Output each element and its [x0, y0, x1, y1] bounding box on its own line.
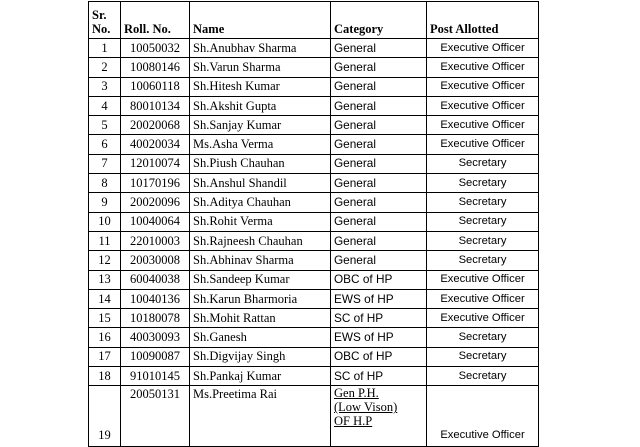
- roll-no-cell: 40020034: [121, 135, 190, 154]
- sr-no-cell: 19: [89, 386, 121, 447]
- name-cell: Sh.Akshit Gupta: [190, 96, 331, 115]
- roll-no-cell: 20050131: [121, 386, 190, 447]
- name-cell: Ms.Preetima Rai: [190, 386, 331, 447]
- table-row: [89, 58, 539, 77]
- category-line: Gen P.H.: [334, 386, 379, 401]
- roll-no-cell: 10170196: [121, 174, 190, 193]
- post-allotted-cell: Executive Officer: [427, 309, 539, 328]
- roll-no-cell: 10040064: [121, 212, 190, 231]
- post-allotted-cell: Secretary: [427, 347, 539, 366]
- roll-no-cell: 10060118: [121, 77, 190, 96]
- name-cell: Sh.Anubhav Sharma: [190, 39, 331, 58]
- category-cell: EWS of HP: [331, 328, 427, 347]
- table-row: [89, 231, 539, 250]
- header-post-allotted: Post Allotted: [427, 2, 539, 39]
- category-cell: General: [331, 174, 427, 193]
- post-allotted-cell: Secretary: [427, 174, 539, 193]
- category-cell: General: [331, 154, 427, 173]
- sr-no-cell: 12: [89, 251, 121, 270]
- sr-no-cell: 3: [89, 77, 121, 96]
- roll-no-cell: 10080146: [121, 58, 190, 77]
- name-cell: Sh.Mohit Rattan: [190, 309, 331, 328]
- table-row: [89, 251, 539, 270]
- category-line: (Low Vison): [334, 400, 398, 415]
- sr-no-cell: 8: [89, 174, 121, 193]
- category-line: OF H.P: [334, 414, 373, 429]
- sr-no-cell: 1: [89, 39, 121, 58]
- name-cell: Sh.Hitesh Kumar: [190, 77, 331, 96]
- post-allotted-cell: Secretary: [427, 251, 539, 270]
- header-category: Category: [331, 2, 427, 39]
- category-cell: SC of HP: [331, 367, 427, 386]
- category-cell: General: [331, 116, 427, 135]
- sr-no-cell: 5: [89, 116, 121, 135]
- header-sr-no: Sr. No.: [89, 2, 121, 39]
- name-cell: Sh.Rohit Verma: [190, 212, 331, 231]
- post-allotted-cell: Executive Officer: [427, 58, 539, 77]
- category-cell: General: [331, 251, 427, 270]
- roll-no-cell: 60040038: [121, 270, 190, 289]
- roll-no-cell: 10180078: [121, 309, 190, 328]
- sr-no-cell: 18: [89, 367, 121, 386]
- post-allotted-cell: Executive Officer: [427, 116, 539, 135]
- name-cell: Sh.Ganesh: [190, 328, 331, 347]
- table-row: [89, 289, 539, 308]
- table-row: [89, 270, 539, 289]
- category-cell: General: [331, 96, 427, 115]
- post-allotted-cell: Secretary: [427, 154, 539, 173]
- name-cell: Sh.Abhinav Sharma: [190, 251, 331, 270]
- sr-no-cell: 15: [89, 309, 121, 328]
- name-cell: Sh.Sandeep Kumar: [190, 270, 331, 289]
- table-row: [89, 96, 539, 115]
- name-cell: Sh.Piush Chauhan: [190, 154, 331, 173]
- post-allotted-cell: Executive Officer: [427, 77, 539, 96]
- table-row: [89, 212, 539, 231]
- sr-no-cell: 7: [89, 154, 121, 173]
- roll-no-cell: 20020096: [121, 193, 190, 212]
- category-cell: General: [331, 135, 427, 154]
- sr-no-cell: 9: [89, 193, 121, 212]
- name-cell: Sh.Anshul Shandil: [190, 174, 331, 193]
- post-allotted-cell: Secretary: [427, 231, 539, 250]
- sr-no-cell: 4: [89, 96, 121, 115]
- category-cell: General: [331, 58, 427, 77]
- table-row: [89, 39, 539, 58]
- category-cell: General: [331, 77, 427, 96]
- name-cell: Ms.Asha Verma: [190, 135, 331, 154]
- roll-no-cell: 10040136: [121, 289, 190, 308]
- table-row: [89, 347, 539, 366]
- post-allotted-cell: Executive Officer: [427, 135, 539, 154]
- name-cell: Sh.Karun Bharmoria: [190, 289, 331, 308]
- sr-no-cell: 16: [89, 328, 121, 347]
- roll-no-cell: 80010134: [121, 96, 190, 115]
- table-row: [89, 328, 539, 347]
- category-cell: OBC of HP: [331, 270, 427, 289]
- category-cell: EWS of HP: [331, 289, 427, 308]
- table-row: [89, 135, 539, 154]
- roll-no-cell: 20020068: [121, 116, 190, 135]
- name-cell: Sh.Digvijay Singh: [190, 347, 331, 366]
- name-cell: Sh.Varun Sharma: [190, 58, 331, 77]
- table-header-row: [89, 2, 539, 39]
- allotment-table: [88, 1, 539, 447]
- category-cell: General: [331, 39, 427, 58]
- roll-no-cell: 91010145: [121, 367, 190, 386]
- post-allotted-cell: Secretary: [427, 212, 539, 231]
- category-cell: General: [331, 212, 427, 231]
- post-allotted-cell: Secretary: [427, 328, 539, 347]
- post-allotted-cell: Secretary: [427, 193, 539, 212]
- header-name: Name: [190, 2, 331, 39]
- sr-no-cell: 6: [89, 135, 121, 154]
- post-allotted-cell: Executive Officer: [427, 289, 539, 308]
- category-cell: General: [331, 193, 427, 212]
- sr-no-cell: 14: [89, 289, 121, 308]
- header-roll-no: Roll. No.: [121, 2, 190, 39]
- name-cell: Sh.Pankaj Kumar: [190, 367, 331, 386]
- roll-no-cell: 10050032: [121, 39, 190, 58]
- roll-no-cell: 12010074: [121, 154, 190, 173]
- sr-no-cell: 10: [89, 212, 121, 231]
- table-row: [89, 309, 539, 328]
- table-row: [89, 116, 539, 135]
- roll-no-cell: 10090087: [121, 347, 190, 366]
- table-body: [89, 39, 539, 447]
- post-allotted-cell: Secretary: [427, 367, 539, 386]
- table-row: [89, 174, 539, 193]
- table-row: [89, 154, 539, 173]
- post-allotted-cell: Executive Officer: [427, 386, 539, 447]
- category-cell: General: [331, 231, 427, 250]
- category-cell: OBC of HP: [331, 347, 427, 366]
- sr-no-cell: 11: [89, 231, 121, 250]
- table-row: [89, 77, 539, 96]
- roll-no-cell: 22010003: [121, 231, 190, 250]
- name-cell: Sh.Aditya Chauhan: [190, 193, 331, 212]
- post-allotted-cell: Executive Officer: [427, 270, 539, 289]
- table-row: [89, 367, 539, 386]
- table-row: [89, 193, 539, 212]
- sr-no-cell: 2: [89, 58, 121, 77]
- post-allotted-cell: Executive Officer: [427, 39, 539, 58]
- roll-no-cell: 20030008: [121, 251, 190, 270]
- roll-no-cell: 40030093: [121, 328, 190, 347]
- post-allotted-cell: Executive Officer: [427, 96, 539, 115]
- name-cell: Sh.Sanjay Kumar: [190, 116, 331, 135]
- sr-no-cell: 13: [89, 270, 121, 289]
- category-cell: SC of HP: [331, 309, 427, 328]
- sr-no-cell: 17: [89, 347, 121, 366]
- name-cell: Sh.Rajneesh Chauhan: [190, 231, 331, 250]
